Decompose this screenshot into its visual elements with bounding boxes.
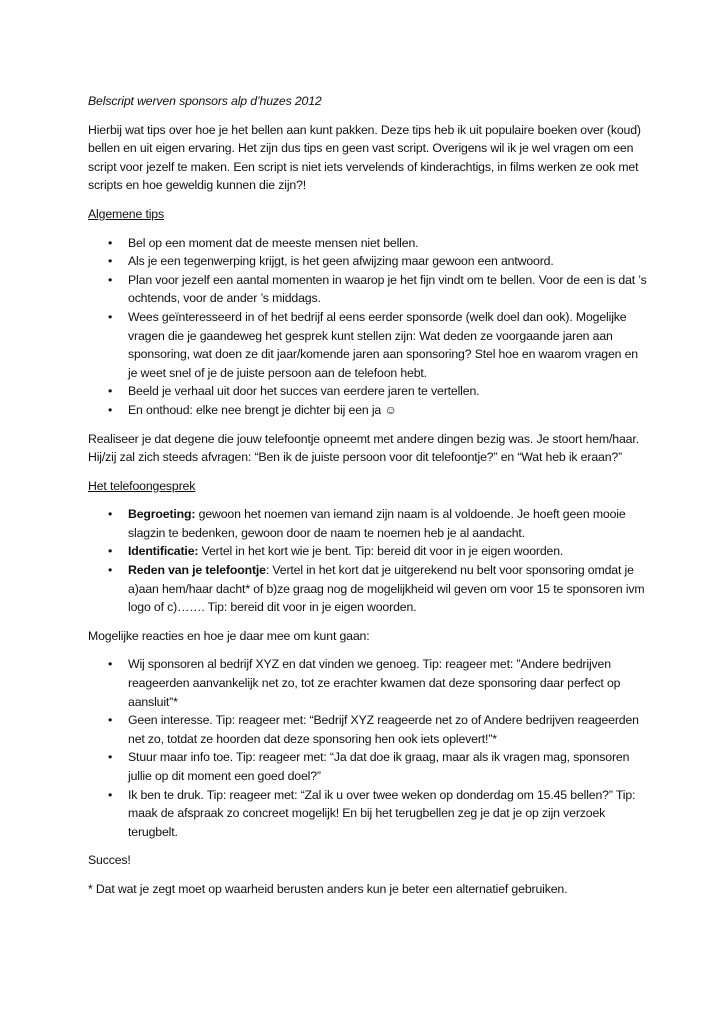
list-item: • Beeld je verhaal uit door het succes van eerdere jaren te vertellen. xyxy=(128,382,648,401)
section-heading-algemene-tips: Algemene tips xyxy=(88,206,164,221)
footnote: * Dat wat je zegt moet op waarheid berusten anders kun je beter een alternatief gebruiken. xyxy=(88,881,568,896)
call-steps-list xyxy=(88,505,648,617)
list-item: • Plan voor jezelf een aantal momenten in waarop je het fijn vindt om te bellen. Voor de een is dat ’s ochtends, voor de ander ’s middags. xyxy=(128,271,648,308)
item-label: Identificatie: xyxy=(128,544,199,559)
item-text: gewoon het noemen van iemand zijn naam is al voldoende. Je hoeft geen mooie slagzin te bedenken, gewoon door de naam te noemen heb je al aandacht. xyxy=(128,507,626,540)
section-heading-telefoongesprek: Het telefoongesprek xyxy=(88,478,196,493)
reactions-intro-paragraph: Mogelijke reacties en hoe je daar mee om kunt gaan: xyxy=(88,628,370,643)
item-text: Vertel in het kort wie je bent. Tip: bereid dit voor in je eigen woorden. xyxy=(198,544,564,559)
list-item: • Wees geïnteresseerd in of het bedrijf al eens eerder sponsorde (welk doel dan ook). Mogelijke vragen die je gaandeweg het gesprek kunt stellen zijn: Wat deden ze voorgaande jaren aan sponsoring, wat doen ze dit jaar/komende jaren aan sponsoring? Stel hoe en waarom vragen en je weet snel of je de juiste persoon aan de telefoon hebt. xyxy=(128,308,648,382)
list-item: • Bel op een moment dat de meeste mensen niet bellen. xyxy=(128,234,648,253)
list-item: • Geen interesse. Tip: reageer met: “Bedrijf XYZ reageerde net zo of Andere bedrijven reageerden net zo, totdat ze hoorden dat deze sponsoring hen ook iets oplevert!”* xyxy=(128,711,648,748)
list-item: • Ik ben te druk. Tip: reageer met: “Zal ik u over twee weken op donderdag om 15.45 bellen?” Tip: maak de afspraak zo concreet mogelijk! En bij het terugbellen zeg je dat je op zijn verzoek terugbelt. xyxy=(128,786,648,842)
list-item: • En onthoud: elke nee brengt je dichter bij een ja ☺ xyxy=(128,401,648,420)
item-text: : Vertel in het kort dat je uitgerekend nu belt voor sponsoring omdat je a)aan hem/haar dacht* of b)ze graag nog de mogelijkheid wil geven om voor 15 te sponsoren ivm logo of c)……. Tip: bereid dit voor in je eigen woorden. xyxy=(128,563,645,615)
list-item xyxy=(128,542,648,561)
list-item xyxy=(128,505,648,542)
context-paragraph: Realiseer je dat degene die jouw telefoontje opneemt met andere dingen bezig was. Je stoort hem/haar. Hij/zij zal zich steeds afvragen: “Ben ik de juiste persoon voor dit telefoontje?” en “Wat heb ik eraan?” xyxy=(88,431,639,465)
list-item xyxy=(128,561,648,617)
intro-paragraph: Hierbij wat tips over hoe je het bellen aan kunt pakken. Deze tips heb ik uit populaire boeken over (koud) bellen en uit eigen ervaring. Het zijn dus tips en geen vast script. Overigens wil ik je wel vragen om een script voor jezelf te maken. Een script is niet iets vervelends of kinderachtigs, in films werken ze ook met scripts en hoe geweldig kunnen die zijn?! xyxy=(88,122,641,193)
item-label: Begroeting: xyxy=(128,507,196,522)
item-label: Reden van je telefoontje xyxy=(128,563,266,578)
closing-text: Succes! xyxy=(88,853,131,868)
document-page xyxy=(88,92,648,909)
list-item: • Stuur maar info toe. Tip: reageer met: “Ja dat doe ik graag, maar als ik vragen mag, sponsoren jullie op dit moment een goed doel?” xyxy=(128,748,648,785)
list-item: • Als je een tegenwerping krijgt, is het geen afwijzing maar gewoon een antwoord. xyxy=(128,252,648,271)
document-title: Belscript werven sponsors alp d’huzes 2012 xyxy=(88,94,322,108)
reactions-list xyxy=(88,655,648,841)
general-tips-list xyxy=(88,234,648,420)
list-item: • Wij sponsoren al bedrijf XYZ en dat vinden we genoeg. Tip: reageer met: ”Andere bedrijven reageerden aanvankelijk net zo, tot ze erachter kwamen dat deze sponsoring daar perfect op aansluit”* xyxy=(128,655,648,711)
